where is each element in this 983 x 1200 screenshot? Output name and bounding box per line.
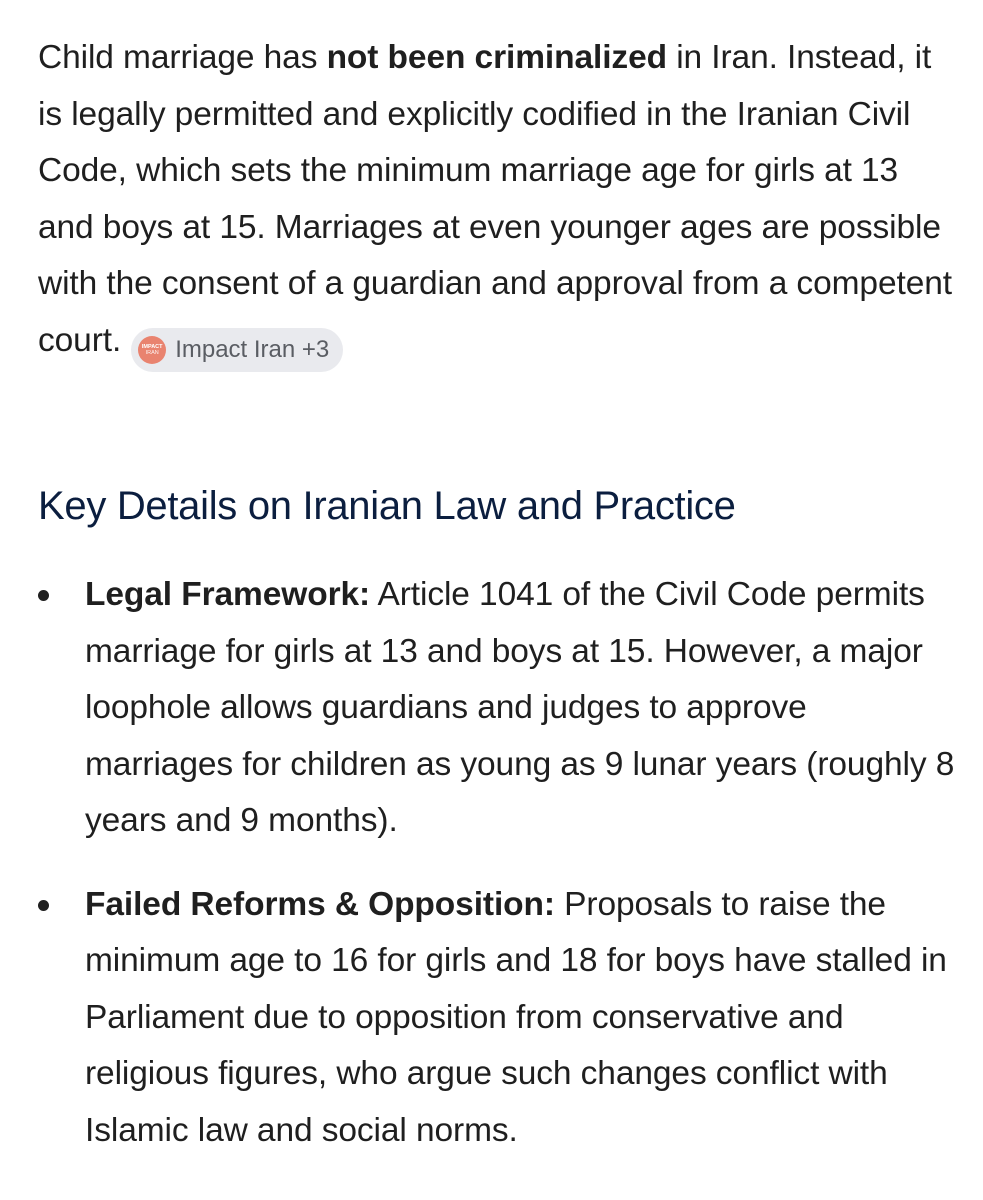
response-content	[38, 30, 958, 1149]
list-item-text: Article 1041 of the Civil Code permits marriage for girls at 13 and boys at 15. However, a major loophole allows guardians and judges to approve marriages for children as young as 9 lunar years (roughly 8 years and 9 months).	[85, 576, 955, 839]
list-item-text: Proposals to raise the minimum age to 16 for girls and 18 for boys have stalled in Parliament due to opposition from conservative and religious figures, who argue such changes conflict with Islamic law and social norms.	[85, 885, 947, 1149]
list-item-title: Failed Reforms & Opposition:	[85, 885, 555, 923]
list-item-title: Legal Framework:	[85, 576, 371, 613]
list-item-legal-framework	[38, 567, 958, 850]
list-item-failed-reforms	[38, 877, 958, 1160]
intro-text-rest: in Iran. Instead, it is legally permitted and explicitly codified in the Iranian Civil Code, which sets the minimum marriage age for girls at 13 and boys at 15. Marriages at even younger ages are possible with the consent of a guardian and approval from a competent court.	[38, 39, 952, 359]
intro-bold-phrase: not been criminalized	[326, 39, 667, 76]
intro-text-start: Child marriage has	[38, 39, 327, 76]
details-list	[38, 567, 958, 1159]
impact-iran-logo-icon: IMPACT IRAN	[138, 336, 166, 364]
source-chip-label: Impact Iran +3	[175, 335, 330, 363]
section-heading: Key Details on Iranian Law and Practice	[38, 484, 736, 528]
intro-paragraph	[38, 30, 958, 372]
source-chip-button[interactable]	[131, 328, 343, 372]
bullet-dot-icon	[38, 590, 49, 601]
bullet-dot-icon	[38, 900, 49, 911]
